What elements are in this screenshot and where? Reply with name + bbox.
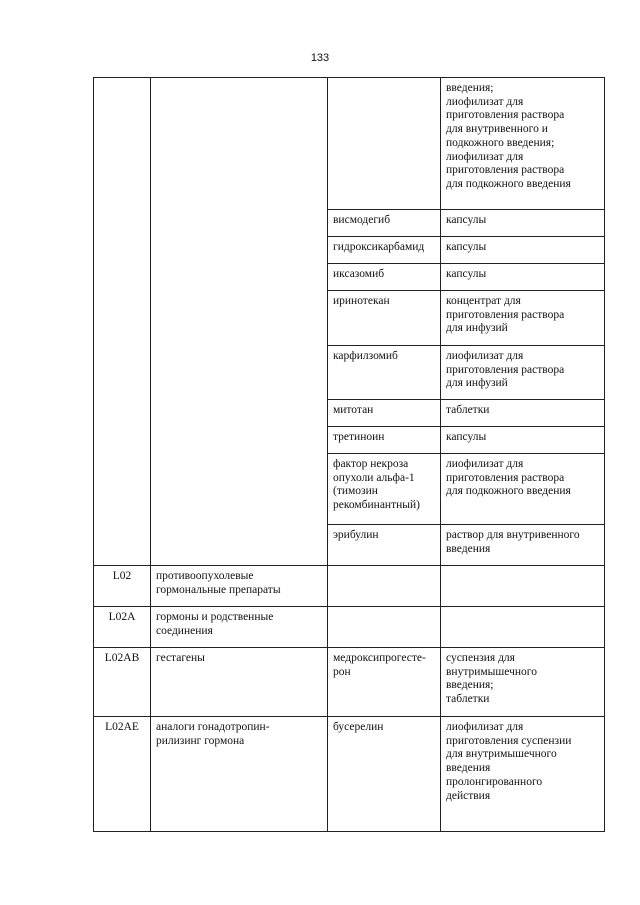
anatomic-group-cell: противоопухолевые гормональные препараты — [151, 566, 328, 607]
atc-code-cell — [94, 78, 151, 566]
dosage-form-cell — [441, 566, 605, 607]
drug-name-cell: эрибулин — [328, 525, 441, 566]
dosage-form-cell: капсулы — [441, 237, 605, 264]
drug-name-cell: карфилзомиб — [328, 346, 441, 400]
dosage-form-cell: лиофилизат для приготовления раствора для подкожного введения — [441, 454, 605, 525]
atc-code-cell: L02AE — [94, 717, 151, 832]
drug-name-cell — [328, 607, 441, 648]
drug-name-cell — [328, 566, 441, 607]
anatomic-group-cell: аналоги гонадотропин- рилизинг гормона — [151, 717, 328, 832]
atc-code-cell: L02AB — [94, 648, 151, 717]
drug-name-cell: бусерелин — [328, 717, 441, 832]
table-row — [94, 648, 605, 717]
drug-name-cell — [328, 78, 441, 210]
drug-list-table — [93, 77, 605, 832]
anatomic-group-cell — [151, 78, 328, 566]
dosage-form-cell: суспензия для внутримышечного введения; таблетки — [441, 648, 605, 717]
dosage-form-cell: раствор для внутривенного введения — [441, 525, 605, 566]
anatomic-group-cell: гестагены — [151, 648, 328, 717]
dosage-form-cell: капсулы — [441, 427, 605, 454]
drug-name-cell: иксазомиб — [328, 264, 441, 291]
drug-name-cell: гидроксикарбамид — [328, 237, 441, 264]
dosage-form-cell: лиофилизат для приготовления суспензии для внутримышечного введения пролонгированного действия — [441, 717, 605, 832]
drug-name-cell: медроксипрогесте- рон — [328, 648, 441, 717]
anatomic-group-cell: гормоны и родственные соединения — [151, 607, 328, 648]
table-row — [94, 607, 605, 648]
page-number: 133 — [310, 52, 330, 64]
atc-code-cell: L02 — [94, 566, 151, 607]
dosage-form-cell: концентрат для приготовления раствора для инфузий — [441, 291, 605, 346]
atc-code-cell: L02A — [94, 607, 151, 648]
drug-name-cell: митотан — [328, 400, 441, 427]
dosage-form-cell: капсулы — [441, 264, 605, 291]
dosage-form-cell: капсулы — [441, 210, 605, 237]
table-row — [94, 717, 605, 832]
dosage-form-cell — [441, 607, 605, 648]
drug-name-cell: висмодегиб — [328, 210, 441, 237]
table-row — [94, 78, 605, 210]
dosage-form-cell: таблетки — [441, 400, 605, 427]
table-row — [94, 566, 605, 607]
drug-name-cell: фактор некроза опухоли альфа-1 (тимозин рекомбинантный) — [328, 454, 441, 525]
dosage-form-cell: лиофилизат для приготовления раствора для инфузий — [441, 346, 605, 400]
drug-name-cell: третиноин — [328, 427, 441, 454]
drug-name-cell: иринотекан — [328, 291, 441, 346]
dosage-form-cell: введения; лиофилизат для приготовления раствора для внутривенного и подкожного введения; лиофилизат для приготовления раствора для подкожного введения — [441, 78, 605, 210]
